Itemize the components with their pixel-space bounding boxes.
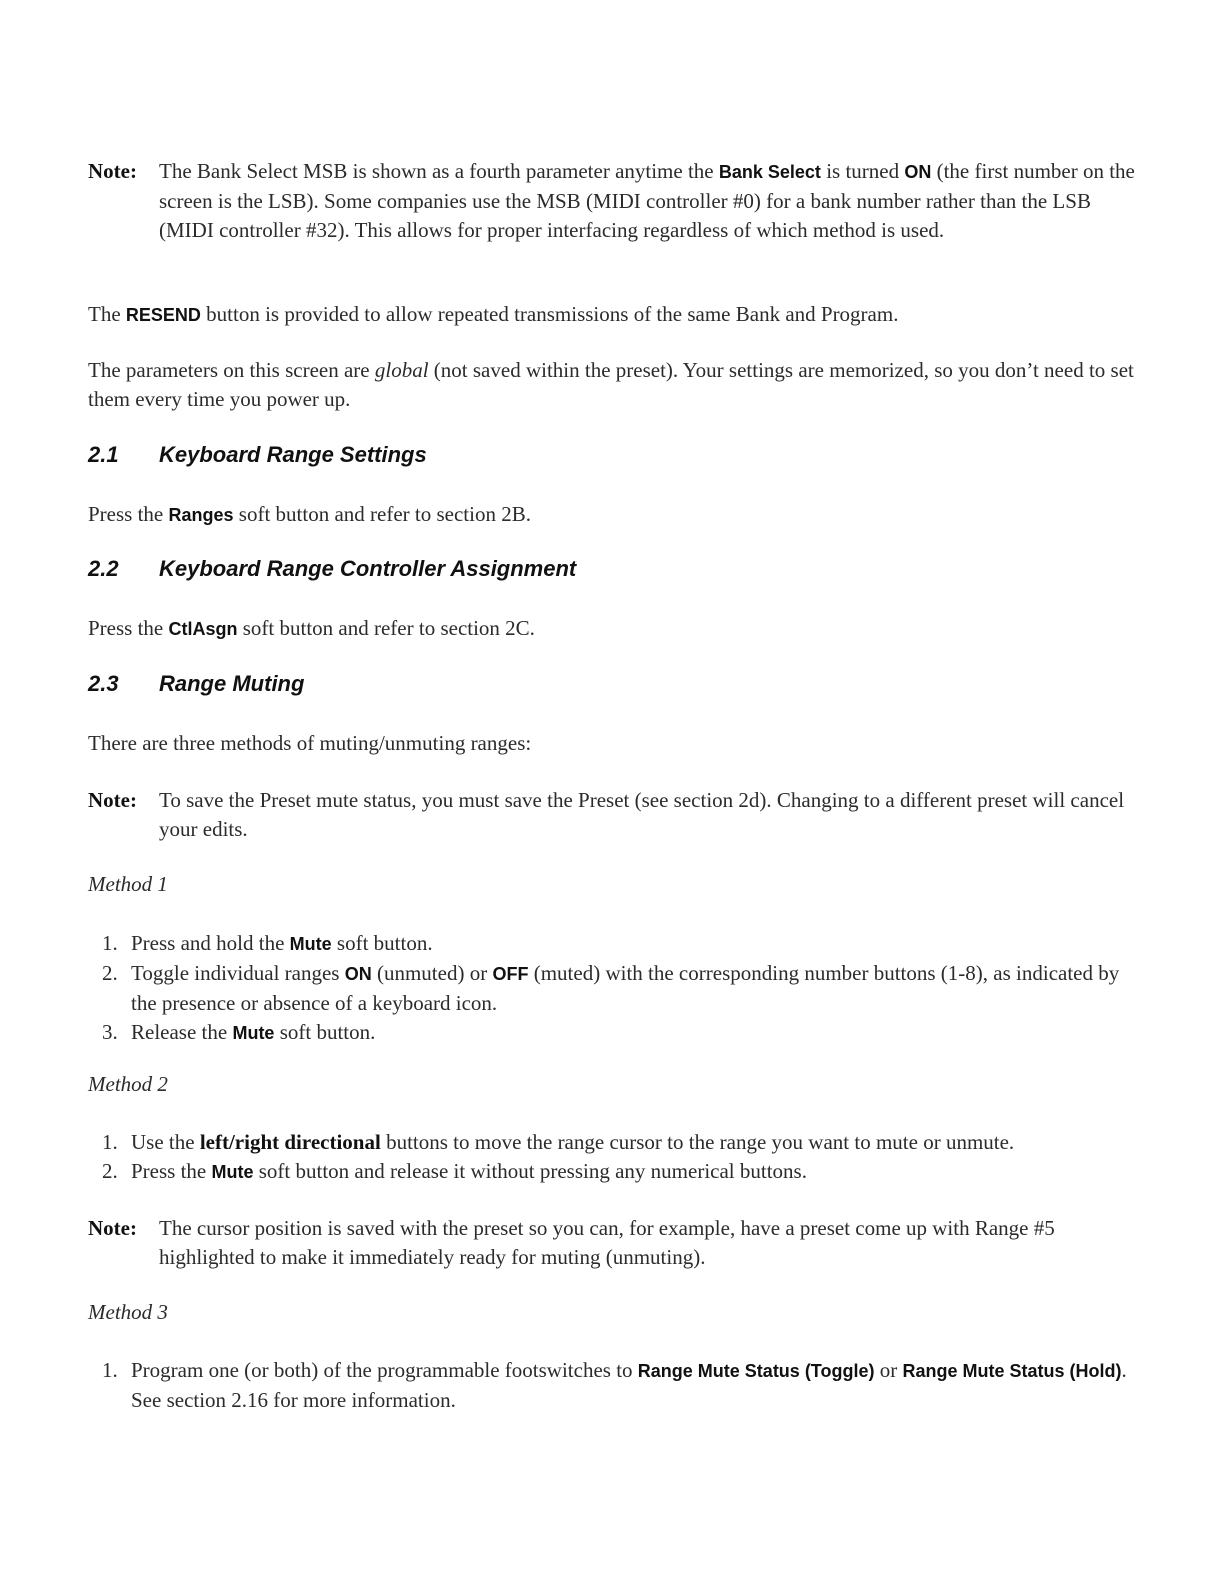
list-item: 1. Program one (or both) of the programmable footswitches to Range Mute Status (Toggle) or Range Mute Status (Hold). See section 2.16 for more information.: [102, 1358, 1127, 1412]
list-item: 3. Release the Mute soft button.: [102, 1020, 376, 1044]
note-cursor-position: [88, 1214, 1138, 1272]
bold-term: Mute: [211, 1162, 254, 1182]
list-item: 2. Toggle individual ranges ON (unmuted) or OFF (muted) with the corresponding number buttons (1-8), as indicated by the presence or absence of a keyboard icon.: [102, 961, 1120, 1015]
section-heading-2-1: 2.1 Keyboard Range Settings: [88, 442, 427, 467]
method-3-title: Method 3: [88, 1300, 168, 1324]
list-item: 2. Press the Mute soft button and release it without pressing any numerical buttons.: [102, 1159, 807, 1183]
bold-term: OFF: [492, 964, 529, 984]
bold-term: ON: [344, 964, 372, 984]
note-label: Note:: [88, 1216, 137, 1240]
bold-term: left/right directional: [199, 1130, 381, 1154]
global-paragraph: The parameters on this screen are global (not saved within the preset). Your settings are memorized, so you don’t need to set them every time you power up.: [88, 358, 1134, 411]
bold-term: Mute: [289, 934, 332, 954]
method-2-steps: [88, 1128, 1138, 1187]
list-item: 1. Use the left/right directional buttons to move the range cursor to the range you want to mute or unmute.: [102, 1130, 1015, 1154]
bold-term: RESEND: [125, 305, 201, 325]
section-2-1-text: Press the Ranges soft button and refer to section 2B.: [88, 502, 531, 526]
method-1-title: Method 1: [88, 872, 168, 896]
italic-term: global: [374, 358, 429, 382]
resend-paragraph: The RESEND button is provided to allow repeated transmissions of the same Bank and Program.: [88, 302, 899, 326]
bold-term: Bank Select: [718, 162, 821, 182]
method-2-title: Method 2: [88, 1072, 168, 1096]
list-item: 1. Press and hold the Mute soft button.: [102, 931, 433, 955]
bold-term: Range Mute Status (Toggle): [637, 1361, 875, 1381]
method-1-steps: [88, 929, 1138, 1048]
section-2-3-intro: There are three methods of muting/unmuting ranges:: [88, 731, 532, 755]
bold-term: Mute: [232, 1023, 275, 1043]
note-bank-select-msb: [88, 157, 1138, 245]
bold-term: CtlAsgn: [168, 619, 238, 639]
note-text: To save the Preset mute status, you must save the Preset (see section 2d). Changing to a different preset will cancel your edits.: [159, 788, 1125, 841]
section-2-2-text: Press the CtlAsgn soft button and refer to section 2C.: [88, 616, 535, 640]
section-heading-2-3: 2.3 Range Muting: [88, 671, 305, 696]
note-text: The cursor position is saved with the preset so you can, for example, have a preset come up with Range #5 highlighted to make it immediately ready for muting (unmuting).: [159, 1216, 1055, 1269]
bold-term: Range Mute Status (Hold): [902, 1361, 1122, 1381]
bold-term: ON: [904, 162, 932, 182]
note-label: Note:: [88, 788, 137, 812]
section-heading-2-2: 2.2 Keyboard Range Controller Assignment: [88, 556, 577, 581]
note-text: The Bank Select MSB is shown as a fourth parameter anytime the Bank Select is turned ON (the first number on the screen is the LSB). Some companies use the MSB (MIDI controller #0) for a bank number rather than the LSB (MIDI controller #32). This allows for proper interfacing regardless of which method is used.: [159, 159, 1135, 242]
bold-term: Ranges: [168, 505, 234, 525]
method-3-steps: [88, 1356, 1138, 1415]
note-preset-mute-status: [88, 786, 1138, 844]
note-label: Note:: [88, 159, 137, 183]
